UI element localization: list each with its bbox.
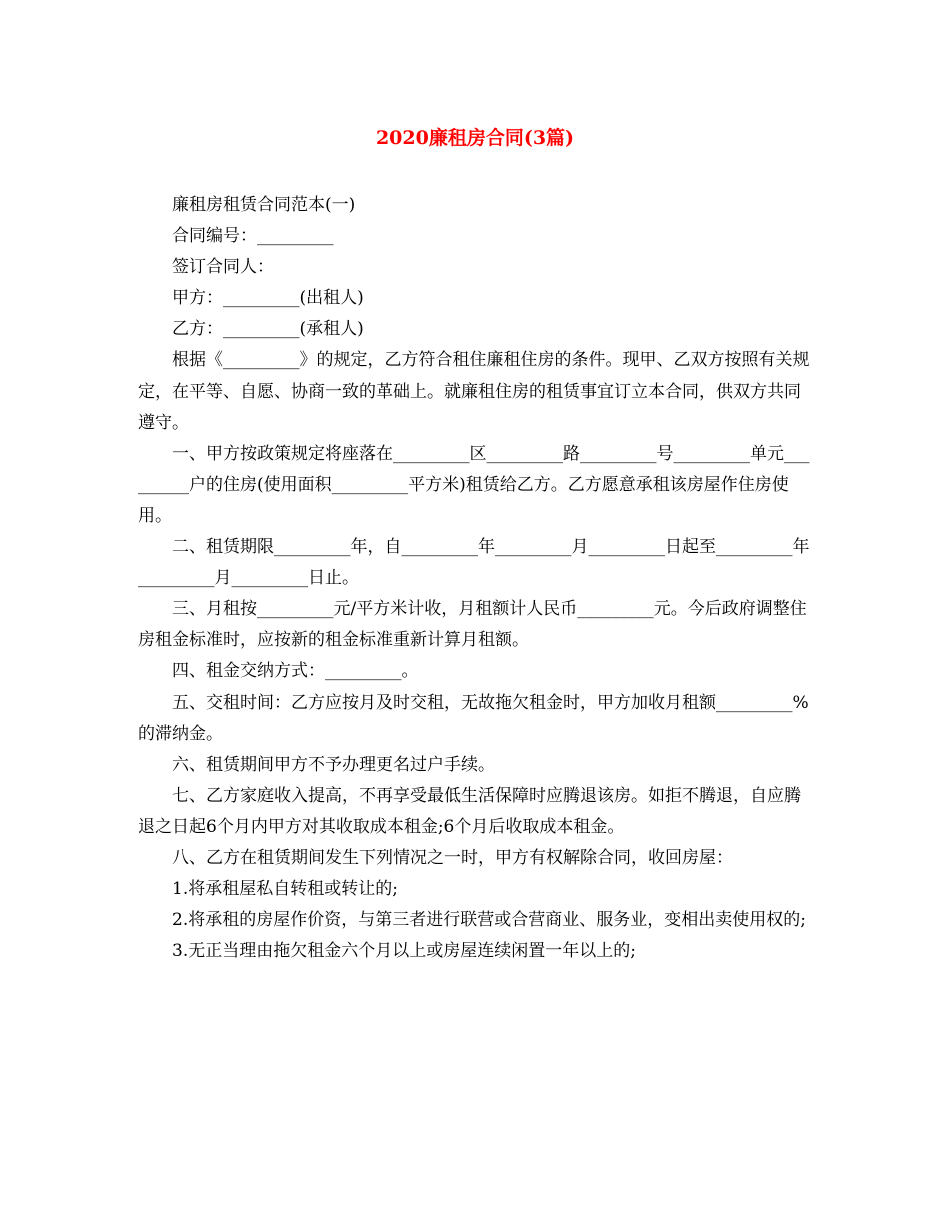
preamble-paragraph: 根据《_________》的规定，乙方符合租住廉租住房的条件。现甲、乙双方按照有关规定，在平等、自愿、协商一致的革础上。就廉租住房的租赁事宜订立本合同，供双方共同遵守。 xyxy=(138,350,810,433)
clause-2: 二、租赁期限_________年，自_________年_________月_________日起至_________年_________月_________日止。 xyxy=(138,537,810,589)
party-a-line: 甲方：_________(出租人) xyxy=(172,288,364,309)
clause-6: 六、租赁期间甲方不予办理更名过户手续。 xyxy=(172,754,495,775)
signatories-label: 签订合同人： xyxy=(172,257,274,278)
clause-8-item-3: 3.无正当理由拖欠租金六个月以上或房屋连续闲置一年以上的; xyxy=(172,941,636,962)
clause-7: 七、乙方家庭收入提高，不再享受最低生活保障时应腾退该房。如拒不腾退，自应腾退之日起6个月内甲方对其收取成本租金;6个月后收取成本租金。 xyxy=(138,785,801,837)
document-title: 2020廉租房合同(3篇) xyxy=(375,127,575,149)
clause-1: 一、甲方按政策规定将座落在_________区_________路_________号_________单元_________户的住房(使用面积_________平方米)租赁给乙方。乙方愿意承租该房屋作住房使用。 xyxy=(138,443,810,526)
party-b-line: 乙方：_________(承租人) xyxy=(172,319,364,340)
clause-8-item-2: 2.将承租的房屋作价资，与第三者进行联营或合营商业、服务业，变相出卖使用权的; xyxy=(172,910,806,931)
clause-5: 五、交租时间：乙方应按月及时交租，无故拖欠租金时，甲方加收月租额_________%的滞纳金。 xyxy=(138,692,809,744)
clause-4: 四、租金交纳方式：_________。 xyxy=(172,661,419,682)
clause-3: 三、月租按_________元/平方米计收，月租额计人民币_________元。今后政府调整住房租金标准时，应按新的租金标准重新计算月租额。 xyxy=(138,599,807,651)
document-body xyxy=(138,190,812,967)
clause-8: 八、乙方在租赁期间发生下列情况之一时，甲方有权解除合同，收回房屋： xyxy=(172,847,733,868)
section-heading: 廉租房租赁合同范本(一) xyxy=(172,195,356,215)
contract-number-line: 合同编号：_________ xyxy=(172,226,334,247)
clause-8-item-1: 1.将承租屋私自转租或转让的; xyxy=(172,879,398,900)
